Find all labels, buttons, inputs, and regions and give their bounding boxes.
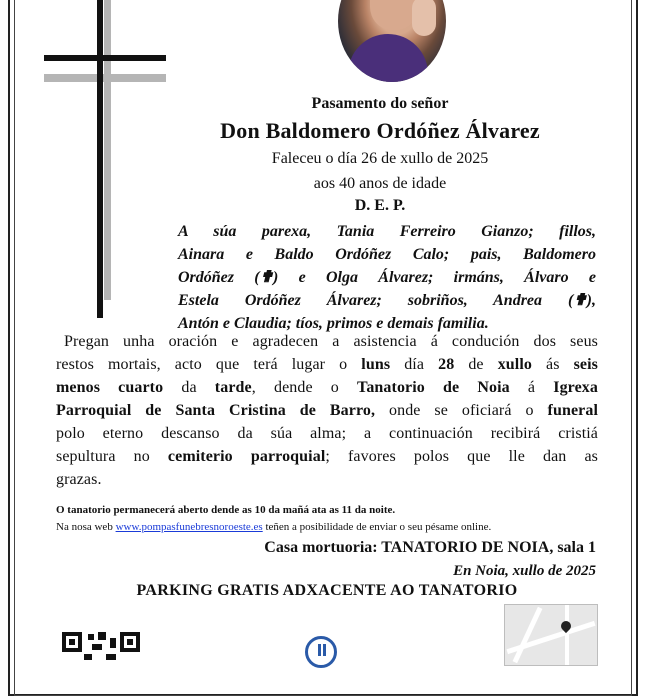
body-line: menos cuarto da tarde, dende o Tanatorio de Noia á Igrexa bbox=[56, 379, 598, 396]
body-line: polo eterno descanso da súa alma; a continuación recibirá cristiá bbox=[56, 425, 598, 442]
family-line: A súa parexa, Tania Ferreiro Gianzo; fillos, bbox=[178, 223, 596, 240]
family-line: Ainara e Baldo Ordóñez Calo; pais, Baldomero bbox=[178, 246, 596, 263]
family-line: Estela Ordóñez Álvarez; sobriños, Andrea (✟), bbox=[178, 292, 596, 309]
tanatorio-hours-note: O tanatorio permanecerá aberto dende as 10 da mañá ata as 11 da noite. bbox=[56, 504, 396, 516]
ceremony-paragraph bbox=[56, 330, 598, 491]
age-line: aos 40 anos de idade bbox=[313, 175, 447, 192]
body-line: Pregan unha oración e agradecen a asistencia á condución dos seus bbox=[64, 333, 598, 350]
parking-line: PARKING GRATIS ADXACENTE AO TANATORIO bbox=[136, 582, 518, 599]
rip-line: D. E. P. bbox=[354, 197, 406, 214]
body-line: restos mortais, acto que terá lugar o luns día 28 de xullo ás seis bbox=[56, 356, 598, 373]
deceased-name: Don Baldomero Ordóñez Álvarez bbox=[220, 118, 540, 143]
place-date-line: En Noia, xullo de 2025 bbox=[453, 563, 596, 579]
body-line: Parroquial de Santa Cristina de Barro, onde se oficiará o funeral bbox=[56, 402, 598, 419]
announcement-intro: Pasamento do señor bbox=[311, 95, 449, 112]
body-line: sepultura no cemiterio parroquial; favores polos que lle dan as bbox=[56, 448, 598, 465]
location-map-icon[interactable] bbox=[504, 604, 598, 666]
company-emblem-icon bbox=[305, 636, 337, 668]
family-paragraph bbox=[178, 220, 596, 335]
family-line: Antón e Claudia; tíos, primos e demais familia. bbox=[178, 315, 489, 332]
family-line: Ordóñez (✟) e Olga Álvarez; irmáns, Álvaro e bbox=[178, 269, 596, 286]
website-link[interactable]: www.pompasfunebresnoroeste.es bbox=[115, 521, 263, 533]
death-date: Faleceu o día 26 de xullo de 2025 bbox=[271, 150, 489, 167]
funeral-home-line: Casa mortuoria: TANATORIO DE NOIA, sala 1 bbox=[264, 539, 596, 556]
web-note: Na nosa web www.pompasfunebresnoroeste.es teñen a posibilidade de enviar o seu pésame online. bbox=[56, 521, 492, 533]
body-line: grazas. bbox=[56, 471, 102, 488]
qr-code-icon[interactable] bbox=[62, 632, 140, 662]
